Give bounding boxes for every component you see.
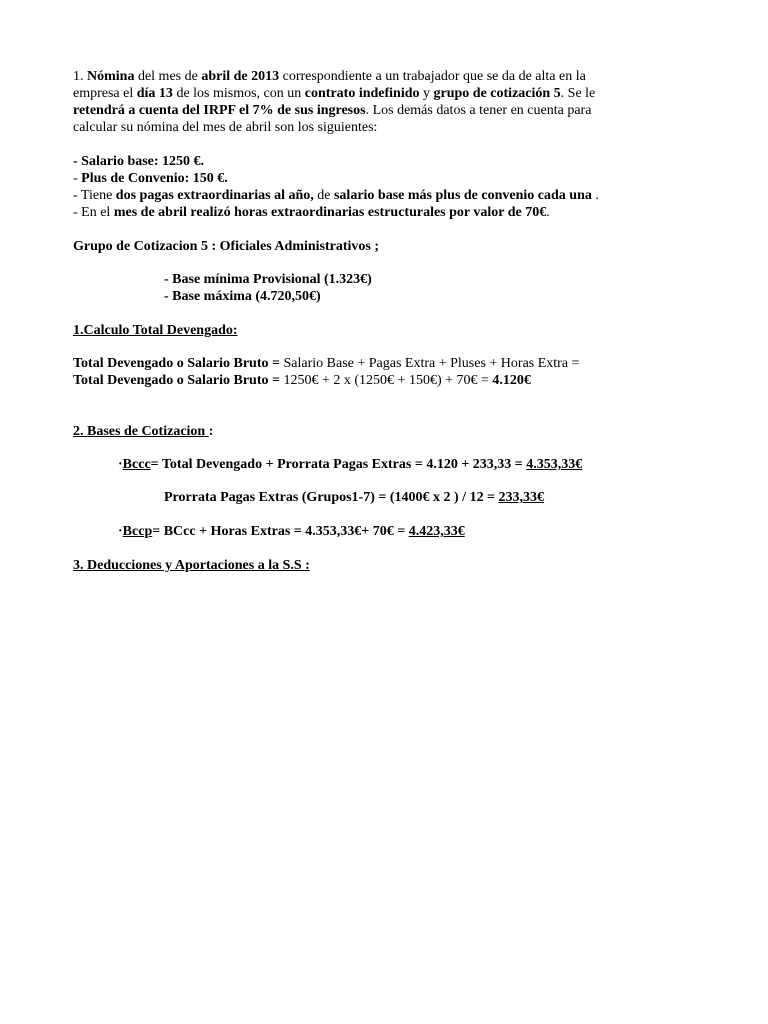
- bullet: ·: [118, 457, 123, 472]
- formula-value: Salario Base + Pagas Extra + Pluses + Horas Extra =: [279, 356, 580, 371]
- text: y: [419, 86, 434, 101]
- intro-paragraph: [73, 68, 673, 136]
- section3-title: [73, 557, 673, 574]
- grupo-bases: [164, 271, 764, 305]
- text: - En el: [73, 205, 114, 220]
- salario-base-item: - Salario base: 1250 €.: [73, 154, 205, 169]
- formula-result: 233,33€: [498, 490, 545, 505]
- bold-text: abril de 2013: [201, 69, 280, 84]
- section1-title: [73, 322, 673, 339]
- bullet: ·: [118, 524, 123, 539]
- formula: Prorrata Pagas Extras (Grupos1-7) = (1400€ x 2 ) / 12 =: [164, 490, 499, 505]
- bccc-line: [118, 456, 718, 473]
- bold-text: día 13: [136, 86, 173, 101]
- bold-text: Nómina: [87, 69, 135, 84]
- text: -: [73, 171, 82, 186]
- text: .: [591, 188, 599, 203]
- text: de: [313, 188, 334, 203]
- formula-result: 4.353,33€: [526, 457, 583, 472]
- text: .: [546, 205, 550, 220]
- text: del mes de: [134, 69, 202, 84]
- text: 1.: [73, 69, 87, 84]
- bold-text: dos pagas extraordinarias al año,: [115, 188, 314, 203]
- bold-text: grupo de cotización 5: [433, 86, 561, 101]
- text: . Se le: [560, 86, 596, 101]
- formula-value: 1250€ + 2 x (1250€ + 150€) + 70€ =: [279, 373, 493, 388]
- grupo-title: [73, 238, 673, 255]
- text: correspondiente a un trabajador que se da de alta en la: [279, 69, 586, 84]
- text: calcular su nómina del mes de abril son los siguientes:: [73, 120, 378, 135]
- section-heading: 1.Calculo Total Devengado:: [73, 323, 238, 338]
- bold-text: contrato indefinido: [304, 86, 420, 101]
- formula-label: Total Devengado o Salario Bruto =: [73, 373, 280, 388]
- text: empresa el: [73, 86, 137, 101]
- bold-text: mes de abril realizó horas extraordinarias estructurales por valor de 70€: [113, 205, 547, 220]
- bccp-label: Bccp: [122, 524, 153, 539]
- bold-text: Grupo de Cotizacion 5 : Oficiales Administrativos ;: [73, 239, 380, 254]
- formula-label: Total Devengado o Salario Bruto =: [73, 356, 280, 371]
- section-heading: 3. Deducciones y Aportaciones a la S.S :: [73, 558, 310, 573]
- bold-text: salario base más plus de convenio cada una: [333, 188, 592, 203]
- formula-result: 4.120€: [492, 373, 531, 388]
- base-maxima: - Base máxima (4.720,50€): [164, 289, 321, 304]
- section2-title: [73, 423, 673, 440]
- bccp-line: [118, 523, 718, 540]
- bccc-label: Bccc: [122, 457, 151, 472]
- text: . Los demás datos a tener en cuenta para: [365, 103, 592, 118]
- text: :: [208, 424, 214, 439]
- text: de los mismos, con un: [172, 86, 305, 101]
- section-heading: 2. Bases de Cotizacion: [73, 424, 209, 439]
- formula-result: 4.423,33€: [408, 524, 465, 539]
- bold-text: retendrá a cuenta del IRPF el 7% de sus ingresos: [73, 103, 366, 118]
- plus-convenio-item: Plus de Convenio: 150 €.: [81, 171, 228, 186]
- formula: = Total Devengado + Prorrata Pagas Extras = 4.120 + 233,33 =: [150, 457, 527, 472]
- formula: = BCcc + Horas Extras = 4.353,33€+ 70€ =: [152, 524, 409, 539]
- text: - Tiene: [73, 188, 116, 203]
- section1-formulas: [73, 355, 673, 389]
- data-list: [73, 153, 673, 221]
- base-minima: - Base mínima Provisional (1.323€): [164, 272, 372, 287]
- prorrata-line: [164, 489, 764, 506]
